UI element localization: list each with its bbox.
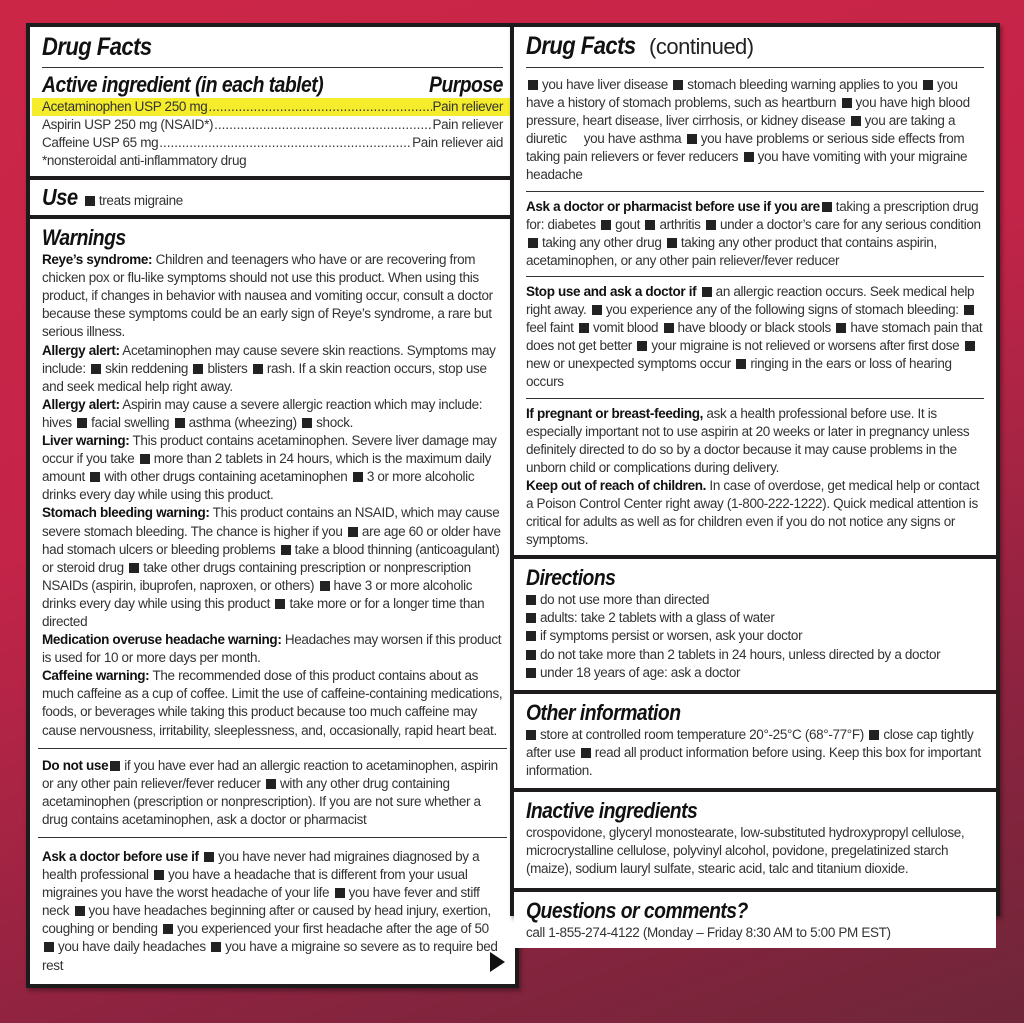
- warning-item: skin reddening: [105, 360, 189, 376]
- warning-item: you have vomiting with your migraine headache: [526, 149, 968, 183]
- direction-text: if symptoms persist or worsen, ask your doctor: [540, 628, 803, 644]
- questions-panel: [514, 892, 996, 948]
- info-item: close cap tightly after use: [526, 726, 974, 760]
- allergy-alert-aspirin: [42, 396, 503, 432]
- warning-item: you have fever and stiff neck: [42, 885, 480, 919]
- active-ingredient-header-row: [42, 72, 503, 98]
- directions-list: [526, 591, 984, 681]
- continue-arrow-icon: [490, 952, 505, 972]
- warning-item: you have never had migraines diagnosed by a health professional: [42, 849, 480, 883]
- section-label: Stop use and ask a doctor if: [526, 283, 697, 299]
- divider: [38, 837, 507, 838]
- bullet-square-icon: [645, 220, 655, 230]
- direction-item: [526, 627, 984, 645]
- section-label: Ask a doctor or pharmacist before use if you are: [526, 198, 820, 214]
- warning-item: under a doctor’s care for any serious condition: [719, 216, 981, 232]
- bullet-square-icon: [110, 761, 120, 771]
- warning-item: with any other drug containing acetaminophen (prescription or nonprescription). If you are not sure whether a drug contains acetaminophen, ask a doctor or pharmacist: [42, 775, 481, 827]
- active-ingredients-panel: [30, 27, 515, 176]
- divider: [526, 398, 984, 399]
- bullet-square-icon: [90, 472, 100, 482]
- leader-dots: [159, 134, 411, 152]
- warning-item: have bloody or black stools: [677, 320, 831, 336]
- continued-title-row: [526, 32, 984, 61]
- bullet-square-icon: [140, 454, 150, 464]
- bullet-square-icon: [175, 418, 185, 428]
- bullet-square-icon: [193, 364, 203, 374]
- warning-item: you have liver disease: [542, 77, 668, 92]
- bullet-square-icon: [706, 220, 716, 230]
- direction-item: [526, 646, 984, 664]
- bullet-square-icon: [687, 134, 697, 144]
- warning-item: you have daily headaches: [58, 939, 206, 955]
- bullet-square-icon: [320, 581, 330, 591]
- bullet-square-icon: [965, 341, 975, 351]
- warning-item: take other drugs containing prescription or nonprescription NSAIDs (aspirin, ibuprofen, naproxen, or others): [42, 559, 471, 593]
- bullet-square-icon: [129, 563, 139, 573]
- warning-item: you have a history of stomach problems, such as heartburn: [526, 77, 958, 111]
- bullet-square-icon: [579, 323, 589, 333]
- warning-item: you have a migraine so severe as to require bed rest: [42, 939, 498, 973]
- warning-label: Stomach bleeding warning:: [42, 505, 210, 521]
- warning-text: Aspirin may cause a severe allergic reaction which may include: hives: [42, 396, 483, 430]
- bullet-square-icon: [154, 870, 164, 880]
- do-not-use-section: [42, 757, 503, 829]
- leader-dots: [208, 98, 431, 116]
- bullet-square-icon: [842, 98, 852, 108]
- ingredient-name: Acetaminophen USP 250 mg: [42, 99, 208, 114]
- bullet-square-icon: [353, 472, 363, 482]
- keep-out-of-reach-section: [526, 477, 984, 549]
- ingredient-purpose: Pain reliever: [432, 99, 503, 114]
- bullet-square-icon: [702, 287, 712, 297]
- other-information-title: Other information: [526, 699, 681, 725]
- use-panel: [30, 180, 515, 215]
- bullet-square-icon: [667, 238, 677, 248]
- bullet-square-icon: [204, 852, 214, 862]
- ask-pharmacist-section: [526, 198, 984, 270]
- bullet-square-icon: [528, 80, 538, 90]
- warning-label: Allergy alert:: [42, 396, 120, 412]
- bullet-square-icon: [253, 364, 263, 374]
- inactive-ingredients-title: Inactive ingredients: [526, 798, 698, 823]
- warning-item: asthma (wheezing): [188, 414, 297, 430]
- bullet-square-icon: [77, 418, 87, 428]
- warning-item: an allergic reaction occurs. Seek medical help right away.: [526, 283, 975, 318]
- bullet-square-icon: [526, 650, 536, 660]
- bullet-square-icon: [275, 599, 285, 609]
- bullet-square-icon: [526, 595, 536, 605]
- leader-dots: [214, 116, 431, 134]
- bullet-square-icon: [302, 418, 312, 428]
- warning-item: with other drugs containing acetaminophen: [104, 469, 348, 485]
- divider: [526, 191, 984, 192]
- warning-item: are age 60 or older have had stomach ulcers or bleeding problems: [42, 523, 501, 557]
- bullet-square-icon: [601, 220, 611, 230]
- warning-item: you have asthma: [583, 131, 682, 147]
- inactive-ingredients-text: crospovidone, glyceryl monostearate, low-substituted hydroxypropyl cellulose, microcrystalline cellulose, polyvinyl alcohol, povidone, pregelatinized starch (maize), sodium lauryl sulfate, stearic acid, talc and titanium dioxide.: [526, 825, 965, 877]
- questions-title: Questions or comments?: [526, 898, 748, 924]
- drug-facts-right-column: [510, 23, 1000, 941]
- bullet-square-icon: [348, 527, 358, 537]
- warning-item: vomit blood: [592, 320, 659, 336]
- bullet-square-icon: [526, 631, 536, 641]
- ask-doctor-continued: [526, 76, 984, 185]
- bullet-square-icon: [266, 779, 276, 789]
- bullet-square-icon: [822, 202, 832, 212]
- warning-item: 3 or more alcoholic drinks every day while using this product.: [42, 469, 475, 503]
- directions-title: Directions: [526, 565, 616, 591]
- warning-item: have 3 or more alcoholic drinks every day while using this product: [42, 577, 473, 611]
- bullet-square-icon: [211, 942, 221, 952]
- use-title: Use: [42, 184, 78, 211]
- warning-item: take a blood thinning (anticoagulant) or steroid drug: [42, 541, 500, 575]
- section-label: Do not use: [42, 757, 109, 773]
- bullet-square-icon: [91, 364, 101, 374]
- bullet-square-icon: [851, 116, 861, 126]
- ingredient-row-caffeine: [32, 134, 513, 152]
- bullet-square-icon: [836, 323, 846, 333]
- warning-label: Medication overuse headache warning:: [42, 632, 282, 648]
- inactive-ingredients-panel: [514, 792, 996, 888]
- bullet-square-icon: [581, 748, 591, 758]
- direction-text: adults: take 2 tablets with a glass of water: [540, 610, 775, 626]
- warning-text: This product contains acetaminophen. Severe liver damage may occur if you take: [42, 433, 497, 467]
- ingredient-purpose: Pain reliever aid: [412, 135, 503, 150]
- bullet-square-icon: [335, 888, 345, 898]
- bullet-square-icon: [526, 613, 536, 623]
- warning-item: you have high blood pressure, heart disease, liver cirrhosis, or kidney disease: [526, 95, 970, 129]
- bullet-square-icon: [744, 152, 754, 162]
- warning-label: Caffeine warning:: [42, 668, 150, 684]
- section-text: ask a health professional before use. It is especially important not to use aspirin at 20 weeks or later in pregnancy unless definitely directed to do so by a doctor because it may cause problems in the unborn child or complications during delivery.: [526, 405, 970, 475]
- ingredient-row-aspirin: [32, 116, 513, 134]
- continued-label: (continued): [649, 34, 754, 59]
- drug-facts-continued-panel: [514, 27, 996, 555]
- warning-item: gout: [615, 216, 641, 232]
- warning-item: shock.: [316, 414, 354, 430]
- warning-item: blisters: [207, 360, 248, 376]
- warning-label: Reye’s syndrome:: [42, 252, 153, 268]
- warning-item: more than 2 tablets in 24 hours, which is the maximum daily amount: [42, 451, 492, 485]
- section-label: Ask a doctor before use if: [42, 849, 199, 864]
- ingredient-row-acetaminophen: [32, 98, 513, 116]
- caffeine-warning: [42, 667, 503, 739]
- warning-item: you are taking a diuretic: [526, 113, 956, 147]
- bullet-square-icon: [281, 545, 291, 555]
- warning-item: your migraine is not relieved or worsens after first dose: [651, 338, 960, 354]
- direction-item: [526, 591, 984, 609]
- direction-text: do not use more than directed: [540, 592, 710, 608]
- direction-item: [526, 609, 984, 627]
- info-item: read all product information before using. Keep this box for important information.: [526, 744, 981, 778]
- drug-facts-title: Drug Facts: [42, 33, 152, 61]
- warning-item: new or unexpected symptoms occur: [526, 356, 731, 372]
- drug-facts-continued-title: Drug Facts: [526, 32, 636, 60]
- warning-item: facial swelling: [91, 414, 170, 430]
- warning-label: Allergy alert:: [42, 342, 120, 358]
- warning-item: have stomach pain that does not get better: [526, 320, 983, 354]
- stop-use-section: [526, 283, 984, 392]
- ingredient-name: Caffeine USP 65 mg: [42, 135, 159, 150]
- bullet-square-icon: [869, 730, 879, 740]
- warning-text: This product contains an NSAID, which may cause severe stomach bleeding. The chance is higher if you: [42, 505, 500, 539]
- drug-facts-left-column: [26, 23, 519, 988]
- bullet-square-icon: [163, 924, 173, 934]
- warning-text: The recommended dose of this product contains about as much caffeine as a cup of coffee. Limit the use of caffeine-containing medications, foods, or beverages while taking this product because too much caffeine may cause nervousness, irritability, sleeplessness, and, occasionally, rapid heart beat.: [42, 668, 503, 738]
- divider: [38, 748, 507, 749]
- medication-overuse-warning: [42, 631, 503, 667]
- direction-text: under 18 years of age: ask a doctor: [540, 664, 741, 680]
- warning-item: you experienced your first headache after the age of 50: [177, 921, 489, 937]
- warning-item: stomach bleeding warning applies to you: [687, 77, 918, 92]
- ask-doctor-section: [42, 848, 503, 975]
- bullet-square-icon: [592, 305, 602, 315]
- bullet-square-icon: [673, 80, 683, 90]
- warning-item: arthritis: [659, 216, 701, 232]
- warning-item: you experience any of the following signs of stomach bleeding:: [605, 302, 959, 318]
- warnings-panel: [30, 219, 515, 984]
- section-label: If pregnant or breast-feeding,: [526, 405, 704, 421]
- allergy-alert-acetaminophen: [42, 342, 503, 396]
- warning-item: taking any other drug: [542, 234, 662, 250]
- warning-item: you have a headache that is different from your usual migraines you have the worst headache of your life: [42, 867, 468, 901]
- warning-item: rash. If a skin reaction occurs, stop use and seek medical help right away.: [42, 360, 487, 394]
- warning-text: Children and teenagers who have or are recovering from chicken pox or flu-like symptoms should not use this product. When using this product, if changes in behavior with nausea and vomiting occur, consult a doctor because these symptoms could be an early sign of Reye’s syndrome, a rare but serious illness.: [42, 252, 493, 340]
- bullet-square-icon: [637, 341, 647, 351]
- direction-item: [526, 664, 984, 682]
- section-label: Keep out of reach of children.: [526, 477, 707, 493]
- warnings-title: Warnings: [42, 225, 126, 251]
- other-information-panel: [514, 694, 996, 788]
- bullet-square-icon: [736, 359, 746, 369]
- warning-item: take more or for a longer time than directed: [42, 595, 485, 629]
- ingredient-purpose: Pain reliever: [432, 117, 503, 132]
- warning-item: you have headaches beginning after or caused by head injury, exertion, coughing or bending: [42, 903, 491, 937]
- warning-text: Headaches may worsen if this product is used for 10 or more days per month.: [42, 632, 502, 666]
- divider: [42, 67, 503, 68]
- liver-warning: [42, 432, 503, 504]
- other-information-body: [526, 726, 984, 780]
- bullet-square-icon: [44, 942, 54, 952]
- bullet-square-icon: [75, 906, 85, 916]
- warning-text: Acetaminophen may cause severe skin reactions. Symptoms may include:: [42, 342, 496, 376]
- bullet-square-icon: [526, 730, 536, 740]
- section-text: In case of overdose, get medical help or contact a Poison Control Center right away (1-800-222-1222). Quick medical attention is critical for adults as well as for children even if you do not notice any signs or symptoms.: [526, 477, 980, 548]
- bullet-square-icon: [964, 305, 974, 315]
- divider: [526, 67, 984, 68]
- bullet-square-icon: [526, 668, 536, 678]
- pregnancy-section: [526, 405, 984, 477]
- warning-item: if you have ever had an allergic reaction to acetaminophen, aspirin or any other pain reliever/fever reducer: [42, 757, 498, 791]
- bullet-square-icon: [923, 80, 933, 90]
- use-text: treats migraine: [98, 193, 183, 209]
- active-ingredient-header: Active ingredient (in each tablet): [42, 72, 324, 97]
- warning-item: taking a prescription drug for: diabetes: [526, 198, 979, 232]
- bullet-square-icon: [528, 238, 538, 248]
- info-item: store at controlled room temperature 20°-25°C (68°-77°F): [540, 726, 864, 742]
- reye-syndrome-warning: [42, 251, 503, 341]
- nsaid-footnote: *nonsteroidal anti-inflammatory drug: [42, 153, 247, 168]
- directions-panel: [514, 559, 996, 689]
- stomach-bleeding-warning: [42, 504, 503, 631]
- warnings-body: [42, 251, 503, 740]
- ingredient-name: Aspirin USP 250 mg (NSAID*): [42, 117, 214, 132]
- bullet-square-icon: [664, 323, 674, 333]
- direction-text: do not take more than 2 tablets in 24 hours, unless directed by a doctor: [540, 646, 941, 662]
- questions-phone-text: call 1-855-274-4122 (Monday – Friday 8:30 AM to 5:00 PM EST): [526, 925, 891, 941]
- bullet-square-icon: [85, 196, 95, 206]
- warning-item: ringing in the ears or loss of hearing occurs: [526, 356, 952, 390]
- purpose-header: Purpose: [429, 72, 503, 97]
- warning-item: feel faint: [526, 320, 574, 336]
- divider: [526, 276, 984, 277]
- warning-item: taking any other product that contains aspirin, acetaminophen, or any other pain reliever/fever reducer: [526, 234, 937, 268]
- warning-item: you have problems or serious side effects from taking pain relievers or fever reducers: [526, 131, 965, 165]
- warning-label: Liver warning:: [42, 433, 130, 449]
